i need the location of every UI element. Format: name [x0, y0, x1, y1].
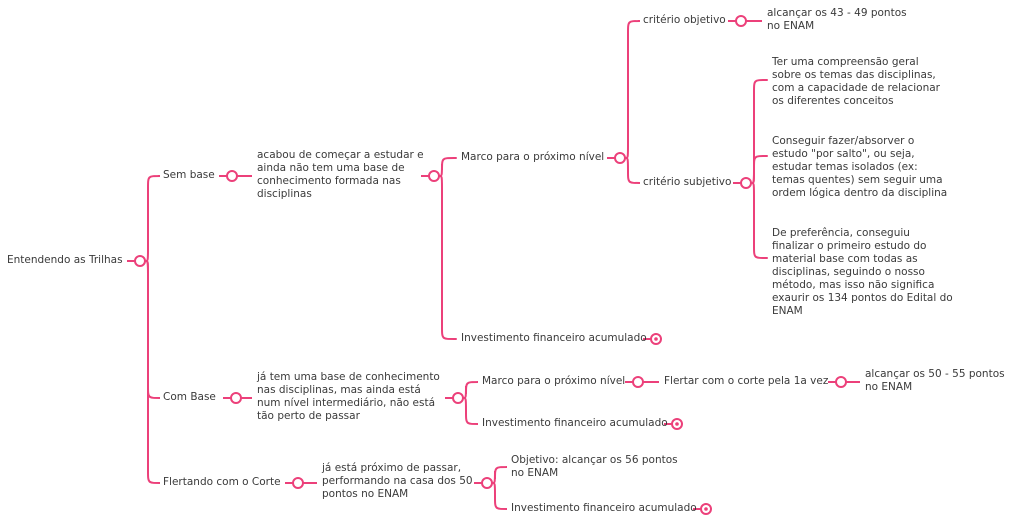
root-branch-line	[145, 261, 160, 483]
criterio-objetivo[interactable]: critério objetivo	[643, 14, 726, 26]
com-base-sub-line	[463, 398, 478, 424]
collapse-toggle-icon	[293, 478, 303, 488]
collapse-toggle-icon	[615, 153, 625, 163]
branch-com-base[interactable]: Com Base	[163, 391, 216, 403]
collapse-toggle-icon	[135, 256, 145, 266]
marco-criterio-line	[625, 158, 640, 183]
com-base-alcancar: alcançar os 50 - 55 pontos no ENAM	[865, 368, 1005, 393]
com-base-description: já tem uma base de conhecimento nas disciplinas, mas ainda está num nível intermediário, não está tão perto de passar	[257, 371, 440, 422]
flertando-investimento[interactable]: Investimento financeiro acumulado	[511, 502, 697, 514]
sem-base-investimento[interactable]: Investimento financeiro acumulado	[461, 332, 647, 344]
com-base-sub-line	[463, 382, 478, 398]
root-branch-line	[145, 176, 160, 261]
branch-flertando[interactable]: Flertando com o Corte	[163, 476, 281, 488]
flertando-sub-line	[492, 467, 507, 483]
sem-base-marco[interactable]: Marco para o próximo nível	[461, 151, 605, 163]
root-node[interactable]: Entendendo as Trilhas	[7, 254, 123, 266]
collapse-toggle-icon	[227, 171, 237, 181]
flertando-objetivo[interactable]: Objetivo: alcançar os 56 pontos no ENAM	[511, 454, 678, 479]
expand-dot	[675, 422, 679, 426]
collapse-toggle-icon	[736, 16, 746, 26]
marco-criterio-line	[625, 21, 640, 158]
collapse-toggle-icon	[429, 171, 439, 181]
collapse-toggle-icon	[453, 393, 463, 403]
com-base-flertar[interactable]: Flertar com o corte pela 1a vez	[664, 375, 829, 387]
sem-base-description: acabou de começar a estudar e ainda não tem uma base de conhecimento formada nas disciplinas	[257, 149, 424, 200]
branch-sem-base[interactable]: Sem base	[163, 169, 215, 181]
collapse-toggle-icon	[836, 377, 846, 387]
flertando-sub-line	[492, 483, 507, 509]
flertando-description: já está próximo de passar, performando na casa dos 50 pontos no ENAM	[322, 462, 473, 500]
collapse-toggle-icon	[482, 478, 492, 488]
subjetivo-item-1: Ter uma compreensão geral sobre os temas das disciplinas, com a capacidade de relacionar os diferentes conceitos	[772, 56, 940, 107]
sem-base-sub-line	[439, 176, 456, 339]
com-base-investimento[interactable]: Investimento financeiro acumulado	[482, 417, 668, 429]
expand-dot	[704, 507, 708, 511]
com-base-marco[interactable]: Marco para o próximo nível	[482, 375, 626, 387]
collapse-toggle-icon	[741, 178, 751, 188]
criterio-objetivo-detail: alcançar os 43 - 49 pontos no ENAM	[767, 7, 907, 32]
subjetivo-item-2: Conseguir fazer/absorver o estudo "por salto", ou seja, estudar temas isolados (ex: temas quentes) sem seguir uma ordem lógica dentro da disciplina	[772, 135, 948, 199]
subjetivo-items-line	[751, 183, 767, 258]
expand-dot	[654, 337, 658, 341]
collapse-toggle-icon	[633, 377, 643, 387]
criterio-subjetivo[interactable]: critério subjetivo	[643, 176, 732, 188]
collapse-toggle-icon	[231, 393, 241, 403]
subjetivo-item-3: De preferência, conseguiu finalizar o primeiro estudo do material base com todas as disciplinas, seguindo o nosso método, mas isso não significa exaurir os 134 pontos do Edital do ENAM	[772, 227, 953, 317]
sem-base-sub-line	[439, 158, 456, 176]
